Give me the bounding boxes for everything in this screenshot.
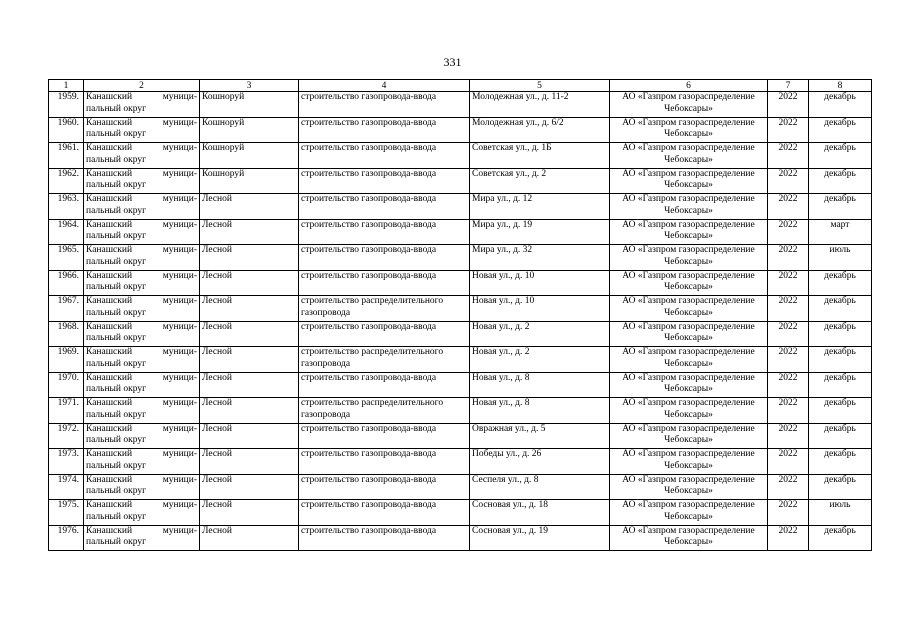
district-name: Канашский [86,449,133,459]
district-type-part2: пальный округ [86,307,147,318]
district-type-part1: муници- [162,474,197,485]
address-cell: Новая ул., д. 2 [470,347,610,373]
work-type-cell: строительство газопровода-ввода [299,168,470,194]
district-type-part1: муници- [162,398,197,408]
row-number: 1964. [49,219,84,245]
table-row [49,372,872,398]
district-name: Канашский [86,117,133,128]
month-cell: декабрь [809,296,872,322]
work-type-cell: строительство газопровода-ввода [299,372,470,398]
district-cell [84,449,200,475]
address-cell: Сосновая ул., д. 19 [470,525,610,551]
work-type-cell: строительство газопровода-ввода [299,423,470,449]
district-cell [84,245,200,271]
organization-cell: АО «Газпром газораспределение Чебоксары» [610,143,768,169]
address-cell: Молодежная ул., д. 6/2 [470,117,610,143]
header-col-2: 2 [84,80,200,92]
district-type-part2: пальный округ [86,180,147,190]
month-cell: декабрь [809,525,872,551]
work-type-cell: строительство распределительного газопровода [299,296,470,322]
row-number: 1966. [49,270,84,296]
address-cell: Новая ул., д. 10 [470,296,610,322]
organization-cell: АО «Газпром газораспределение Чебоксары» [610,168,768,194]
year-cell: 2022 [768,219,809,245]
district-type-part2: пальный округ [86,103,147,114]
row-number: 1961. [49,143,84,169]
row-number: 1965. [49,245,84,271]
organization-cell: АО «Газпром газораспределение Чебоксары» [610,321,768,347]
locality-cell: Лесной [200,372,299,398]
month-cell: декабрь [809,321,872,347]
district-name: Канашский [86,194,133,204]
district-cell [84,474,200,500]
district-type-part2: пальный округ [86,409,147,420]
work-type-cell: строительство газопровода-ввода [299,500,470,526]
locality-cell: Лесной [200,423,299,449]
locality-cell: Лесной [200,449,299,475]
organization-cell: АО «Газпром газораспределение Чебоксары» [610,117,768,143]
district-name: Канашский [86,347,133,357]
district-type-part2: пальный округ [86,358,147,369]
table-row [49,500,872,526]
district-type-part1: муници- [162,500,197,510]
table-row [49,347,872,373]
district-type-part2: пальный округ [86,537,147,547]
work-type-cell: строительство распределительного газопровода [299,398,470,424]
district-type-part2: пальный округ [86,333,147,343]
district-name: Канашский [86,296,133,306]
month-cell: декабрь [809,449,872,475]
district-cell [84,372,200,398]
row-number: 1974. [49,474,84,500]
year-cell: 2022 [768,372,809,398]
page-number: 331 [443,55,462,69]
district-name: Канашский [86,92,133,102]
work-type-cell: строительство газопровода-ввода [299,194,470,220]
district-type-part2: пальный округ [86,282,147,292]
table-row [49,525,872,551]
district-type-part2: пальный округ [86,435,147,445]
organization-cell: АО «Газпром газораспределение Чебоксары» [610,525,768,551]
table-row [49,321,872,347]
locality-cell: Лесной [200,500,299,526]
organization-cell: АО «Газпром газораспределение Чебоксары» [610,474,768,500]
district-type-part2: пальный округ [86,256,147,267]
address-cell: Победы ул., д. 26 [470,449,610,475]
header-col-7: 7 [768,80,809,92]
month-cell: декабрь [809,423,872,449]
district-type-part2: пальный округ [86,205,147,216]
district-type-part1: муници- [162,449,197,459]
address-cell: Новая ул., д. 10 [470,270,610,296]
address-cell: Новая ул., д. 2 [470,321,610,347]
district-type-part1: муници- [162,117,197,128]
address-cell: Молодежная ул., д. 11-2 [470,92,610,118]
organization-cell: АО «Газпром газораспределение Чебоксары» [610,347,768,373]
district-type-part1: муници- [162,92,197,102]
row-number: 1963. [49,194,84,220]
table-row [49,194,872,220]
header-row [49,80,872,92]
month-cell: июль [809,500,872,526]
locality-cell: Кошноруй [200,117,299,143]
locality-cell: Лесной [200,321,299,347]
row-number: 1971. [49,398,84,424]
district-type-part1: муници- [162,143,197,153]
organization-cell: АО «Газпром газораспределение Чебоксары» [610,219,768,245]
district-cell [84,423,200,449]
district-type-part1: муници- [162,296,197,306]
locality-cell: Лесной [200,245,299,271]
table-row [49,219,872,245]
month-cell: июль [809,245,872,271]
table-row [49,474,872,500]
year-cell: 2022 [768,92,809,118]
work-type-cell: строительство газопровода-ввода [299,245,470,271]
organization-cell: АО «Газпром газораспределение Чебоксары» [610,398,768,424]
district-type-part2: пальный округ [86,231,147,241]
district-type-part1: муници- [162,423,197,434]
locality-cell: Лесной [200,398,299,424]
district-cell [84,296,200,322]
organization-cell: АО «Газпром газораспределение Чебоксары» [610,372,768,398]
district-type-part2: пальный округ [86,460,147,471]
district-type-part1: муници- [162,270,197,281]
year-cell: 2022 [768,168,809,194]
work-type-cell: строительство газопровода-ввода [299,270,470,296]
work-type-cell: строительство распределительного газопровода [299,347,470,373]
district-type-part1: муници- [162,321,197,332]
month-cell: декабрь [809,194,872,220]
address-cell: Сеспеля ул., д. 8 [470,474,610,500]
locality-cell: Лесной [200,219,299,245]
address-cell: Мира ул., д. 32 [470,245,610,271]
district-cell [84,117,200,143]
district-name: Канашский [86,372,133,383]
district-type-part1: муници- [162,168,197,179]
address-cell: Новая ул., д. 8 [470,398,610,424]
table-row [49,117,872,143]
work-type-cell: строительство газопровода-ввода [299,449,470,475]
year-cell: 2022 [768,423,809,449]
locality-cell: Лесной [200,474,299,500]
address-cell: Овражная ул., д. 5 [470,423,610,449]
table-row [49,143,872,169]
address-cell: Новая ул., д. 8 [470,372,610,398]
row-number: 1959. [49,92,84,118]
work-type-cell: строительство газопровода-ввода [299,525,470,551]
locality-cell: Кошноруй [200,92,299,118]
month-cell: декабрь [809,474,872,500]
district-name: Канашский [86,525,133,536]
year-cell: 2022 [768,347,809,373]
locality-cell: Лесной [200,525,299,551]
organization-cell: АО «Газпром газораспределение Чебоксары» [610,270,768,296]
table-row [49,296,872,322]
row-number: 1973. [49,449,84,475]
work-type-cell: строительство газопровода-ввода [299,219,470,245]
district-cell [84,347,200,373]
month-cell: декабрь [809,92,872,118]
address-cell: Советская ул., д. 1Б [470,143,610,169]
row-number: 1970. [49,372,84,398]
year-cell: 2022 [768,270,809,296]
header-col-4: 4 [299,80,470,92]
address-cell: Мира ул., д. 19 [470,219,610,245]
work-type-cell: строительство газопровода-ввода [299,92,470,118]
district-name: Канашский [86,168,133,179]
organization-cell: АО «Газпром газораспределение Чебоксары» [610,194,768,220]
organization-cell: АО «Газпром газораспределение Чебоксары» [610,92,768,118]
month-cell: декабрь [809,117,872,143]
district-name: Канашский [86,245,133,255]
district-name: Канашский [86,398,133,408]
district-cell [84,194,200,220]
table-row [49,92,872,118]
month-cell: декабрь [809,143,872,169]
row-number: 1976. [49,525,84,551]
district-type-part1: муници- [162,372,197,383]
district-type-part1: муници- [162,525,197,536]
organization-cell: АО «Газпром газораспределение Чебоксары» [610,449,768,475]
district-cell [84,168,200,194]
year-cell: 2022 [768,143,809,169]
district-type-part2: пальный округ [86,154,147,165]
year-cell: 2022 [768,449,809,475]
month-cell: декабрь [809,398,872,424]
organization-cell: АО «Газпром газораспределение Чебоксары» [610,423,768,449]
address-cell: Советская ул., д. 2 [470,168,610,194]
row-number: 1968. [49,321,84,347]
gasification-table [48,79,872,551]
row-number: 1967. [49,296,84,322]
year-cell: 2022 [768,296,809,322]
district-name: Канашский [86,219,133,230]
district-cell [84,398,200,424]
month-cell: декабрь [809,372,872,398]
district-type-part1: муници- [162,347,197,357]
work-type-cell: строительство газопровода-ввода [299,143,470,169]
district-type-part1: муници- [162,194,197,204]
row-number: 1969. [49,347,84,373]
year-cell: 2022 [768,474,809,500]
organization-cell: АО «Газпром газораспределение Чебоксары» [610,500,768,526]
year-cell: 2022 [768,245,809,271]
row-number: 1972. [49,423,84,449]
district-cell [84,270,200,296]
table-row [49,423,872,449]
address-cell: Мира ул., д. 12 [470,194,610,220]
organization-cell: АО «Газпром газораспределение Чебоксары» [610,296,768,322]
month-cell: декабрь [809,270,872,296]
year-cell: 2022 [768,398,809,424]
district-name: Канашский [86,500,133,510]
district-name: Канашский [86,474,133,485]
table-row [49,245,872,271]
month-cell: декабрь [809,168,872,194]
district-type-part2: пальный округ [86,511,147,522]
address-cell: Сосновая ул., д. 18 [470,500,610,526]
district-name: Канашский [86,423,133,434]
district-type-part2: пальный округ [86,384,147,394]
district-type-part2: пальный округ [86,486,147,496]
district-cell [84,219,200,245]
header-col-8: 8 [809,80,872,92]
year-cell: 2022 [768,117,809,143]
organization-cell: АО «Газпром газораспределение Чебоксары» [610,245,768,271]
year-cell: 2022 [768,321,809,347]
district-cell [84,92,200,118]
table-row [49,168,872,194]
table-row [49,270,872,296]
district-type-part2: пальный округ [86,129,147,139]
header-col-3: 3 [200,80,299,92]
locality-cell: Лесной [200,347,299,373]
header-col-6: 6 [610,80,768,92]
locality-cell: Кошноруй [200,143,299,169]
locality-cell: Кошноруй [200,168,299,194]
work-type-cell: строительство газопровода-ввода [299,321,470,347]
district-cell [84,525,200,551]
row-number: 1975. [49,500,84,526]
district-cell [84,143,200,169]
district-type-part1: муници- [162,219,197,230]
district-name: Канашский [86,143,133,153]
work-type-cell: строительство газопровода-ввода [299,117,470,143]
locality-cell: Лесной [200,194,299,220]
table-row [49,449,872,475]
district-type-part1: муници- [162,245,197,255]
month-cell: декабрь [809,347,872,373]
year-cell: 2022 [768,525,809,551]
district-name: Канашский [86,321,133,332]
month-cell: март [809,219,872,245]
locality-cell: Лесной [200,270,299,296]
table-row [49,398,872,424]
header-col-5: 5 [470,80,610,92]
district-name: Канашский [86,270,133,281]
year-cell: 2022 [768,194,809,220]
row-number: 1962. [49,168,84,194]
year-cell: 2022 [768,500,809,526]
header-col-1: 1 [49,80,84,92]
district-cell [84,500,200,526]
district-cell [84,321,200,347]
work-type-cell: строительство газопровода-ввода [299,474,470,500]
locality-cell: Лесной [200,296,299,322]
row-number: 1960. [49,117,84,143]
